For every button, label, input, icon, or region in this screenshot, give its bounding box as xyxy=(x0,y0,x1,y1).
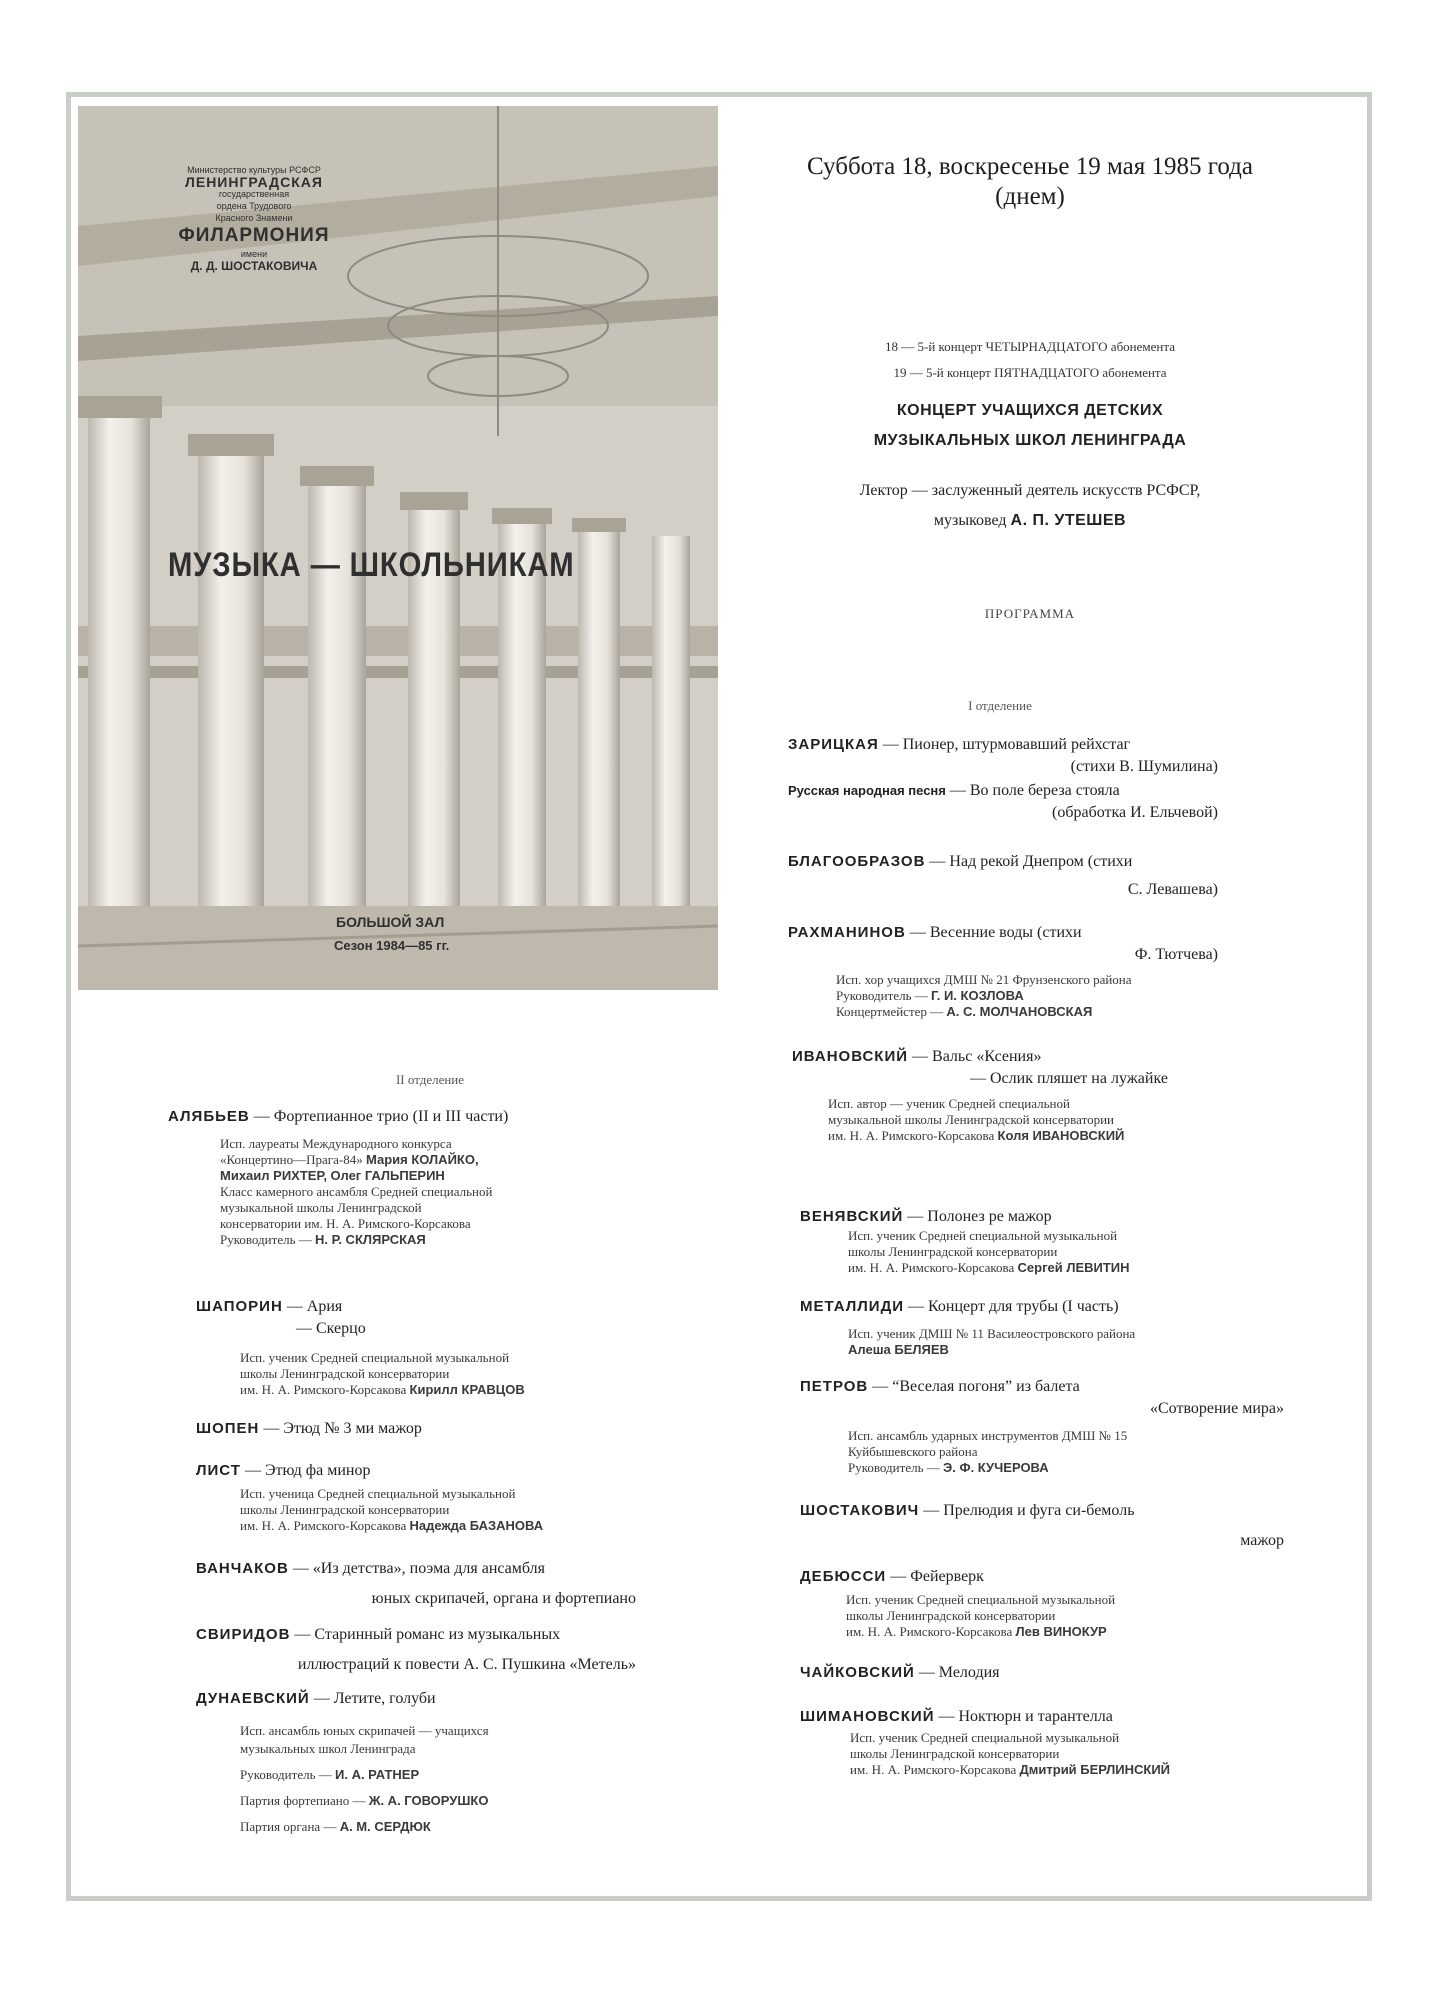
program-item-sviridov xyxy=(196,1620,636,1680)
performer-line: им. Н. А. Римского-Корсакова xyxy=(828,1128,998,1143)
work-note: (стихи В. Шумилина) xyxy=(1070,758,1218,775)
performer-line: Исп. автор — ученик Средней специальной xyxy=(828,1096,1070,1111)
performer-line: школы Ленинградской консерватории xyxy=(846,1608,1056,1623)
program-item-ivanovsky xyxy=(792,1046,1222,1090)
order-line-2: ордена Трудового xyxy=(216,201,292,211)
concert-title-line-1: КОНЦЕРТ УЧАЩИХСЯ ДЕТСКИХ xyxy=(896,402,1164,419)
program-item-tchaikovsky xyxy=(800,1662,1230,1684)
performer-line: Исп. ученик Средней специальной музыкальной xyxy=(846,1592,1116,1607)
work-title: — Полонез ре мажор xyxy=(903,1208,1052,1225)
cover-header xyxy=(134,164,374,272)
work-title: — Над рекой Днепром (стихи xyxy=(925,853,1133,870)
work-title: — Фейерверк xyxy=(886,1568,984,1585)
performer-line: им. Н. А. Римского-Корсакова xyxy=(240,1518,410,1533)
performers-shaporin xyxy=(240,1350,640,1398)
performer-line: Исп. ученик Средней специальной музыкальной xyxy=(240,1350,510,1365)
work-note: мажор xyxy=(1240,1532,1284,1549)
work-title: — Этюд № 3 ми мажор xyxy=(259,1420,422,1437)
program-item-debussy xyxy=(800,1566,1230,1588)
performer-line: школы Ленинградской консерватории xyxy=(848,1244,1058,1259)
composer-name: ПЕТРОВ xyxy=(800,1378,869,1395)
performers-debussy xyxy=(846,1592,1246,1640)
ministry-text: Министерство культуры РСФСР xyxy=(187,165,321,175)
subscription-info xyxy=(790,334,1270,386)
program-item-dunaevsky xyxy=(196,1688,636,1710)
work-title: — Ноктюрн и тарантелла xyxy=(934,1708,1113,1725)
performer-line: Исп. ансамбль ударных инструментов ДМШ № 15 xyxy=(848,1428,1128,1443)
program-item-folk-song xyxy=(788,780,1218,824)
work-title: — Старинный романс из музыкальных xyxy=(290,1626,561,1643)
work-note: (обработка И. Ельчевой) xyxy=(1052,804,1218,821)
work-title-2: — Ослик пляшет на лужайке xyxy=(970,1070,1168,1087)
work-title: — Прелюдия и фуга си-бемоль xyxy=(919,1502,1135,1519)
program-item-chopin xyxy=(196,1418,626,1440)
program-item-metallidi xyxy=(800,1296,1230,1318)
composer-name: ШОСТАКОВИЧ xyxy=(800,1502,920,1519)
performer-line: школы Ленинградской консерватории xyxy=(240,1366,450,1381)
philharmonia-text: ФИЛАРМОНИЯ xyxy=(178,225,330,246)
performer-line: Исп. хор учащихся ДМШ № 21 Фрунзенского района xyxy=(836,972,1132,987)
performer-role: Концертмейстер — xyxy=(836,1004,947,1019)
composer-name: БЛАГООБРАЗОВ xyxy=(788,853,926,870)
composer-name: ИВАНОВСКИЙ xyxy=(792,1048,909,1065)
performer-line: Исп. ученица Средней специальной музыкальной xyxy=(240,1486,516,1501)
performer-name: Г. И. КОЗЛОВА xyxy=(931,988,1024,1003)
performer-name: Михаил РИХТЕР, Олег ГАЛЬПЕРИН xyxy=(220,1168,445,1183)
performers-metallidi xyxy=(848,1326,1248,1358)
performer-name: Лев ВИНОКУР xyxy=(1015,1624,1107,1639)
work-note: С. Левашева) xyxy=(1127,881,1218,898)
city-text: ЛЕНИНГРАДСКАЯ xyxy=(185,174,323,190)
date-line: Суббота 18, воскресенье 19 мая 1985 года xyxy=(807,153,1253,180)
composer-name: ДУНАЕВСКИЙ xyxy=(196,1690,310,1707)
lector-info xyxy=(790,476,1270,536)
performer-line: музыкальной школы Ленинградской xyxy=(220,1200,422,1215)
program-item-zaritskaya xyxy=(788,734,1218,778)
performer-line: консерватории им. Н. А. Римского-Корсакова xyxy=(220,1216,471,1231)
performer-role: Руководитель — xyxy=(220,1232,315,1247)
work-title: — Во поле береза стояла xyxy=(945,782,1120,799)
performer-role: Партия фортепиано — xyxy=(240,1793,369,1808)
subscription-line-1: 18 — 5-й концерт ЧЕТЫРНАДЦАТОГО абонемента xyxy=(885,339,1175,354)
composer-name: МЕТАЛЛИДИ xyxy=(800,1298,905,1315)
performer-name: Кирилл КРАВЦОВ xyxy=(409,1382,525,1397)
part2-label: II отделение xyxy=(395,1072,465,1087)
composer-name: ШОПЕН xyxy=(196,1420,260,1437)
composer-name: ЗАРИЦКАЯ xyxy=(788,736,879,753)
performer-line: Класс камерного ансамбля Средней специальной xyxy=(220,1184,493,1199)
program-item-shostakovich xyxy=(800,1496,1284,1556)
program-item-shaporin xyxy=(196,1296,626,1340)
performers-alyabyev xyxy=(220,1136,640,1248)
performer-line: школы Ленинградской консерватории xyxy=(240,1502,450,1517)
performer-name: Алеша БЕЛЯЕВ xyxy=(848,1342,949,1357)
performer-name: И. А. РАТНЕР xyxy=(335,1767,420,1782)
programma-heading: ПРОГРАММА xyxy=(984,606,1076,621)
composer-name: ШИМАНОВСКИЙ xyxy=(800,1708,935,1725)
work-title: — Летите, голуби xyxy=(309,1690,436,1707)
program-item-wieniawski xyxy=(800,1206,1230,1228)
performer-line: школы Ленинградской консерватории xyxy=(850,1746,1060,1761)
performer-line: им. Н. А. Римского-Корсакова xyxy=(848,1260,1018,1275)
work-title: — Вальс «Ксения» xyxy=(908,1048,1042,1065)
work-title: — «Из детства», поэма для ансамбля xyxy=(288,1560,545,1577)
lector-line-2: музыковед xyxy=(933,512,1011,529)
composer-name: СВИРИДОВ xyxy=(196,1626,291,1643)
performer-line: Исп. ученик Средней специальной музыкальной xyxy=(850,1730,1120,1745)
program-item-szymanowski xyxy=(800,1706,1230,1728)
performer-name: Сергей ЛЕВИТИН xyxy=(1017,1260,1130,1275)
performer-line: Исп. ансамбль юных скрипачей — учащихся xyxy=(240,1723,489,1738)
lector-line-1: Лектор — заслуженный деятель искусств РСФСР, xyxy=(859,482,1201,499)
composer-name: ШАПОРИН xyxy=(196,1298,283,1315)
imeni-text: имени xyxy=(240,249,268,259)
program-item-vanchakov xyxy=(196,1554,636,1614)
performer-line: им. Н. А. Римского-Корсакова xyxy=(846,1624,1016,1639)
performer-name: Надежда БАЗАНОВА xyxy=(409,1518,544,1533)
composer-name: РАХМАНИНОВ xyxy=(788,924,906,941)
work-title-2: — Скерцо xyxy=(296,1320,366,1337)
performers-dunaevsky xyxy=(240,1722,640,1836)
cover-hall: БОЛЬШОЙ ЗАЛ xyxy=(336,914,445,930)
performer-name: Ж. А. ГОВОРУШКО xyxy=(368,1793,489,1808)
concert-title xyxy=(790,396,1270,456)
work-title: — Ария xyxy=(282,1298,343,1315)
performer-role: Партия органа — xyxy=(240,1819,340,1834)
performer-line: им. Н. А. Римского-Корсакова xyxy=(240,1382,410,1397)
composer-name: ВЕНЯВСКИЙ xyxy=(800,1208,904,1225)
performer-name: А. М. СЕРДЮК xyxy=(339,1819,431,1834)
performers-petrov xyxy=(848,1428,1248,1476)
composer-name: ЛИСТ xyxy=(196,1462,241,1479)
cover-image xyxy=(78,106,718,990)
performer-line: Куйбышевского района xyxy=(848,1444,978,1459)
performer-line: Исп. ученик ДМШ № 11 Василеостровского района xyxy=(848,1326,1136,1341)
work-title: — Этюд фа минор xyxy=(240,1462,371,1479)
subscription-line-2: 19 — 5-й концерт ПЯТНАДЦАТОГО абонемента xyxy=(893,365,1167,380)
performers-szymanowski xyxy=(850,1730,1270,1778)
work-title: — Весенние воды (стихи xyxy=(905,924,1082,941)
performer-line: им. Н. А. Римского-Корсакова xyxy=(850,1762,1020,1777)
program-item-petrov xyxy=(800,1376,1284,1420)
cover-title: МУЗЫКА — ШКОЛЬНИКАМ xyxy=(168,546,575,584)
performer-line: Исп. лауреаты Международного конкурса xyxy=(220,1136,452,1151)
performer-role: Руководитель — xyxy=(836,988,931,1003)
work-title-2: юных скрипачей, органа и фортепиано xyxy=(371,1590,636,1607)
performer-name: Дмитрий БЕРЛИНСКИЙ xyxy=(1019,1762,1171,1777)
performer-line: Исп. ученик Средней специальной музыкальной xyxy=(848,1228,1118,1243)
performer-name: Э. Ф. КУЧЕРОВА xyxy=(943,1460,1049,1475)
work-note: Ф. Тютчева) xyxy=(1134,946,1218,963)
performers-ivanovsky xyxy=(828,1096,1228,1144)
composer-name: Русская народная песня xyxy=(788,783,946,798)
performers-liszt xyxy=(240,1486,640,1534)
performer-line: музыкальных школ Ленинграда xyxy=(240,1741,416,1756)
cover-season: Сезон 1984—85 гг. xyxy=(334,938,450,953)
program-item-rachmaninov xyxy=(788,922,1218,966)
performer-name: Коля ИВАНОВСКИЙ xyxy=(997,1128,1125,1143)
work-title: — “Веселая погоня” из балета xyxy=(868,1378,1080,1395)
time-line: (днем) xyxy=(995,183,1065,210)
performer-name: Н. Р. СКЛЯРСКАЯ xyxy=(315,1232,426,1247)
work-title: — Мелодия xyxy=(914,1664,1000,1681)
performers-wieniawski xyxy=(848,1228,1248,1276)
performer-name: А. С. МОЛЧАНОВСКАЯ xyxy=(946,1004,1093,1019)
composer-name: ДЕБЮССИ xyxy=(800,1568,887,1585)
composer-name: ВАНЧАКОВ xyxy=(196,1560,289,1577)
program-item-alyabyev xyxy=(168,1106,648,1128)
performer-line: «Концертино—Прага-84» xyxy=(220,1152,366,1167)
performer-name: Мария КОЛАЙКО, xyxy=(365,1152,479,1167)
work-note: «Сотворение мира» xyxy=(1149,1400,1284,1417)
concert-date xyxy=(770,152,1290,212)
composer-name: ЧАЙКОВСКИЙ xyxy=(800,1664,915,1681)
concert-title-line-2: МУЗЫКАЛЬНЫХ ШКОЛ ЛЕНИНГРАДА xyxy=(873,432,1187,449)
program-item-liszt xyxy=(196,1460,626,1482)
work-title: — Фортепианное трио (II и III части) xyxy=(249,1108,509,1125)
work-title: — Пионер, штурмовавший рейхстаг xyxy=(878,736,1131,753)
performer-line: музыкальной школы Ленинградской консерватории xyxy=(828,1112,1114,1127)
named-text: Д. Д. ШОСТАКОВИЧА xyxy=(190,259,318,273)
performer-role: Руководитель — xyxy=(240,1767,335,1782)
part1-label: I отделение xyxy=(968,698,1032,713)
order-line-1: государственная xyxy=(218,189,290,199)
performer-role: Руководитель — xyxy=(848,1460,943,1475)
program-item-blagoobrazov xyxy=(788,848,1218,904)
order-line-3: Красного Знамени xyxy=(215,213,293,223)
performers-rachmaninov xyxy=(836,972,1236,1020)
lector-name: А. П. УТЕШЕВ xyxy=(1010,512,1127,529)
work-title-2: иллюстраций к повести А. С. Пушкина «Метель» xyxy=(297,1656,636,1673)
work-title: — Концерт для трубы (I часть) xyxy=(904,1298,1119,1315)
composer-name: АЛЯБЬЕВ xyxy=(168,1108,250,1125)
